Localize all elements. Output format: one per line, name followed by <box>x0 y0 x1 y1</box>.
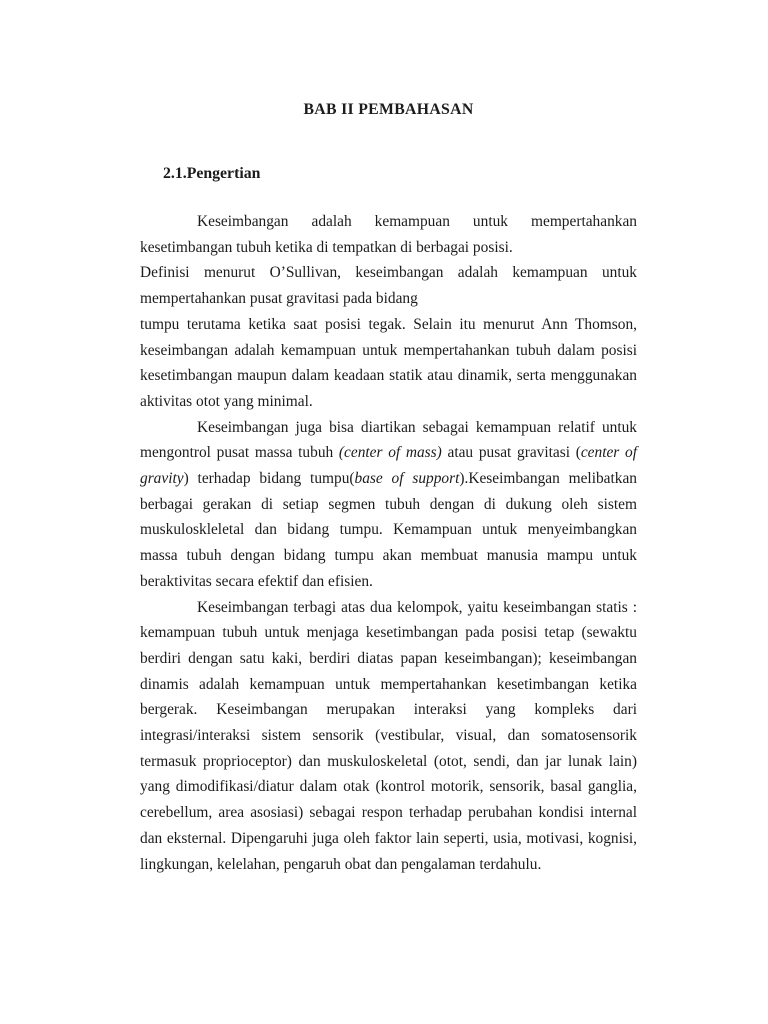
text-run: atau pusat gravitasi ( <box>441 444 581 462</box>
text-run: ) terhadap bidang tumpu( <box>183 470 355 488</box>
text-run: tumpu terutama ketika saat posisi tegak. Selain itu menurut Ann Thomson, keseimbangan adalah kemampuan untuk mempertahankan tubuh dalam posisi kesetimbangan maupun dalam keadaan statik atau dinamik, serta menggunakan aktivitas otot yang minimal. <box>140 315 637 410</box>
italic-text-run: base of support <box>354 470 460 488</box>
text-run: Definisi menurut O’Sullivan, keseimbangan adalah kemampuan untuk mempertahankan pusat gravitasi pada bidang <box>140 264 637 308</box>
italic-text-run: center of gravity <box>140 444 637 488</box>
section-heading: 2.1.Pengertian <box>163 165 261 182</box>
text-run: Keseimbangan juga bisa diartikan sebagai kemampuan relatif untuk mengontrol pusat massa tubuh <box>140 418 637 462</box>
text-run: Keseimbangan terbagi atas dua kelompok, yaitu keseimbangan statis : kemampuan tubuh untuk menjaga kesetimbangan pada posisi tetap (sewaktu berdiri dengan satu kaki, berdiri diatas papan keseimbangan); keseimbangan dinamis adalah kemampuan untuk mempertahankan kesetimbangan ketika bergerak. Keseimbangan merupakan interaksi yang kompleks dari integrasi/interaksi sistem sensorik (vestibular, visual, dan somatosensorik termasuk proprioceptor) dan muskuloskeletal (otot, sendi, dan jar lunak lain) yang dimodifikasi/diatur dalam otak (kontrol motorik, sensorik, basal ganglia, cerebellum, area asosiasi) sebagai respon terhadap perubahan kondisi internal dan eksternal. Dipengaruhi juga oleh faktor lain seperti, usia, motivasi, kognisi, lingkungan, kelelahan, pengaruh obat dan pengalaman terdahulu. <box>140 598 637 873</box>
chapter-title: BAB II PEMBAHASAN <box>303 101 474 118</box>
body-paragraphs <box>140 209 637 877</box>
paragraph <box>140 415 637 595</box>
text-run: ).Keseimbangan melibatkan berbagai gerakan di setiap segmen tubuh dengan di dukung oleh sistem muskuloskleletal dan bidang tumpu. Kemampuan untuk menyeimbangkan massa tubuh dengan bidang tumpu akan membuat manusia mampu untuk beraktivitas secara efektif dan efisien. <box>140 470 637 590</box>
paragraph <box>140 209 637 260</box>
text-run: Keseimbangan adalah kemampuan untuk mempertahankan kesetimbangan tubuh ketika di tempatkan di berbagai posisi. <box>140 213 637 256</box>
paragraph <box>140 260 637 414</box>
italic-text-run: (center of mass) <box>338 444 442 462</box>
paragraph <box>140 595 637 878</box>
